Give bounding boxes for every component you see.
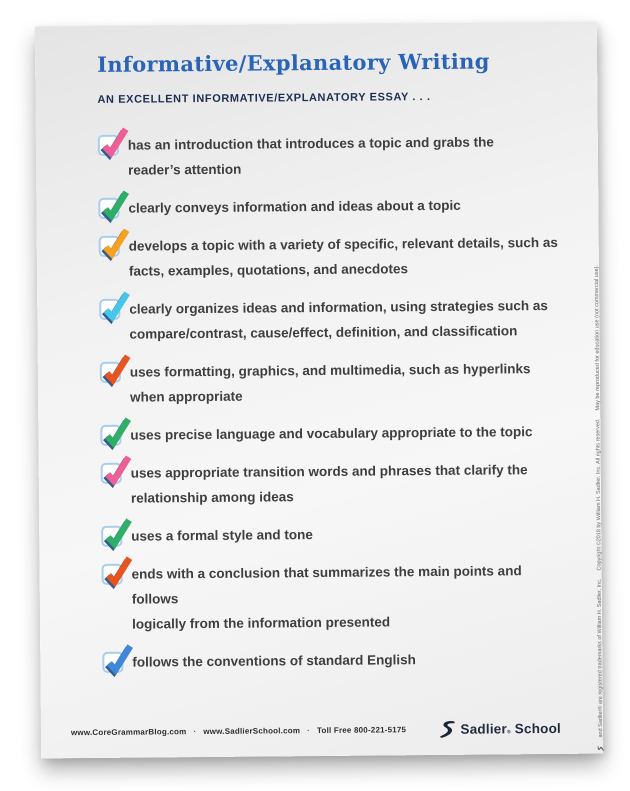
checkbox-icon[interactable] — [98, 198, 119, 219]
checklist-item — [100, 356, 560, 410]
checklist-item-text: uses appropriate transition words and phrases that clarify the relationship among ideas — [130, 462, 528, 506]
checklist-item-text: uses formatting, graphics, and multimedia, such as hyperlinks when appropriate — [129, 361, 531, 405]
checklist-item-text: develops a topic with a variety of specific, relevant details, such as facts, examples, quotations, and anecdotes — [128, 234, 558, 279]
checklist-item — [101, 520, 561, 549]
checkmark-icon — [99, 415, 133, 449]
checklist-item-text: clearly conveys information and ideas about a topic — [128, 197, 461, 216]
footer-separator: · — [193, 727, 197, 737]
sadlier-school-logo — [438, 719, 561, 739]
checklist-item — [98, 129, 558, 183]
core-grammar-blog-link[interactable]: www.CoreGrammarBlog.com — [70, 727, 187, 738]
page-subtitle: AN EXCELLENT INFORMATIVE/EXPLANATORY ESSAY . . . — [97, 91, 431, 106]
checkbox-icon[interactable] — [99, 236, 120, 257]
checklist-item-text: ends with a conclusion that summarizes the main points and follows logically from the information presented — [131, 563, 522, 632]
page-title: Informative/Explanatory Writing — [97, 48, 490, 77]
brand-name: Sadlier® School — [460, 720, 562, 737]
checklist-item-text: has an introduction that introduces a topic and grabs the reader’s attention — [127, 134, 494, 178]
checklist-item — [101, 457, 561, 511]
registered-mark: ® — [506, 729, 511, 736]
checklist-item — [101, 558, 562, 637]
checkmark-icon — [100, 453, 134, 487]
checkmark-icon — [99, 352, 133, 386]
checkmark-icon — [100, 516, 134, 550]
checklist-item-text: uses a formal style and tone — [131, 527, 313, 544]
checklist-item-text: follows the conventions of standard English — [132, 652, 416, 670]
checklist-item — [99, 230, 559, 284]
checklist-item — [102, 646, 562, 675]
checkbox-icon[interactable] — [98, 135, 119, 156]
checklist-item — [99, 293, 559, 347]
checkbox-icon[interactable] — [102, 652, 123, 673]
checkbox-icon[interactable] — [100, 425, 121, 446]
checkmark-icon — [100, 554, 134, 588]
checkbox-icon[interactable] — [99, 299, 120, 320]
checklist — [98, 129, 563, 675]
sadlier-swoosh-icon — [438, 720, 455, 739]
footer — [71, 719, 589, 743]
checklist-item — [100, 419, 560, 448]
checkmark-icon — [97, 188, 131, 222]
worksheet-page — [35, 22, 603, 759]
worksheet-content — [35, 22, 603, 676]
footer-links — [71, 725, 406, 737]
side-copyright-trademark: and Sadlier® are registered trademarks of William H. Sadlier, Inc. — [596, 578, 604, 738]
footer-separator: · — [307, 726, 311, 736]
checklist-item — [98, 192, 558, 221]
checklist-item-text: clearly organizes ideas and information, using strategies such as compare/contrast, cause/effect, definition, and classification — [129, 297, 548, 342]
side-copyright-usage: May be reproduced for education use (not commercial use). — [593, 264, 601, 411]
sadlier-school-link[interactable]: www.SadlierSchool.com — [203, 726, 301, 737]
checkmark-icon — [98, 226, 132, 260]
checkbox-icon[interactable] — [101, 526, 122, 547]
toll-free-phone: Toll Free 800-221-5175 — [316, 725, 407, 736]
side-copyright-notice: Copyright ©2018 by William H. Sadlier, Inc. All rights reserved. — [594, 418, 603, 571]
checkbox-icon[interactable] — [102, 564, 123, 585]
checkbox-icon[interactable] — [100, 362, 121, 383]
checkmark-icon — [101, 642, 135, 676]
checkmark-icon — [98, 289, 132, 323]
side-sadlier-icon — [597, 746, 604, 752]
checkmark-icon — [97, 125, 131, 159]
side-copyright — [592, 264, 605, 752]
checkbox-icon[interactable] — [101, 463, 122, 484]
checklist-item-text: uses precise language and vocabulary appropriate to the topic — [130, 424, 533, 443]
